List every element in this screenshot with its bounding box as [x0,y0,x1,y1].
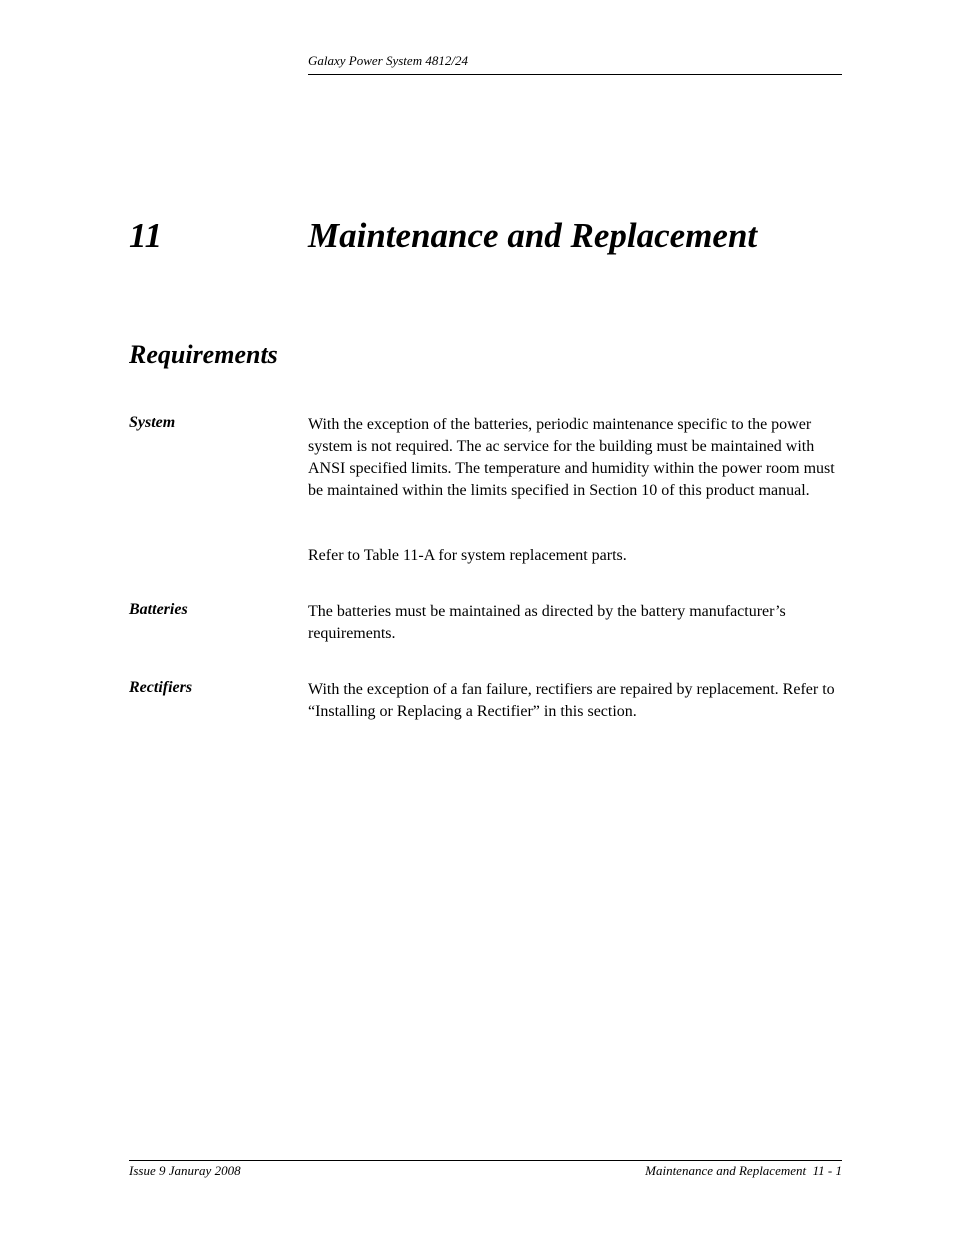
footer-issue: Issue 9 Januray 2008 [129,1163,241,1178]
sidehead-system: System [129,414,176,431]
sidehead-rectifiers: Rectifiers [129,679,193,696]
header-title: Galaxy Power System 4812/24 [308,53,468,68]
footer-page-number: Maintenance and Replacement 11 - 1 [645,1163,842,1178]
system-paragraph-1: With the exception of the batteries, periodic maintenance specific to the power system is not required. The ac service for the building must be maintained with ANSI specified limits. The temperature and humidity within the power room must be maintained within the limits specified in Section 10 of this product manual. [308,416,835,499]
chapter-title: Maintenance and Replacement [308,216,758,255]
batteries-paragraph: The batteries must be maintained as directed by the battery manufacturer’s requirements. [308,603,786,642]
section-heading: Requirements [129,340,278,369]
rectifiers-paragraph: With the exception of a fan failure, rectifiers are repaired by replacement. Refer to “Installing or Replacing a Rectifier” in this section. [308,681,835,720]
page-header [308,52,842,75]
sidehead-batteries: Batteries [129,601,188,618]
system-paragraph-2: Refer to Table 11-A for system replacement parts. [308,547,627,564]
chapter-number: 11 [129,216,163,255]
page-footer [129,1160,842,1185]
